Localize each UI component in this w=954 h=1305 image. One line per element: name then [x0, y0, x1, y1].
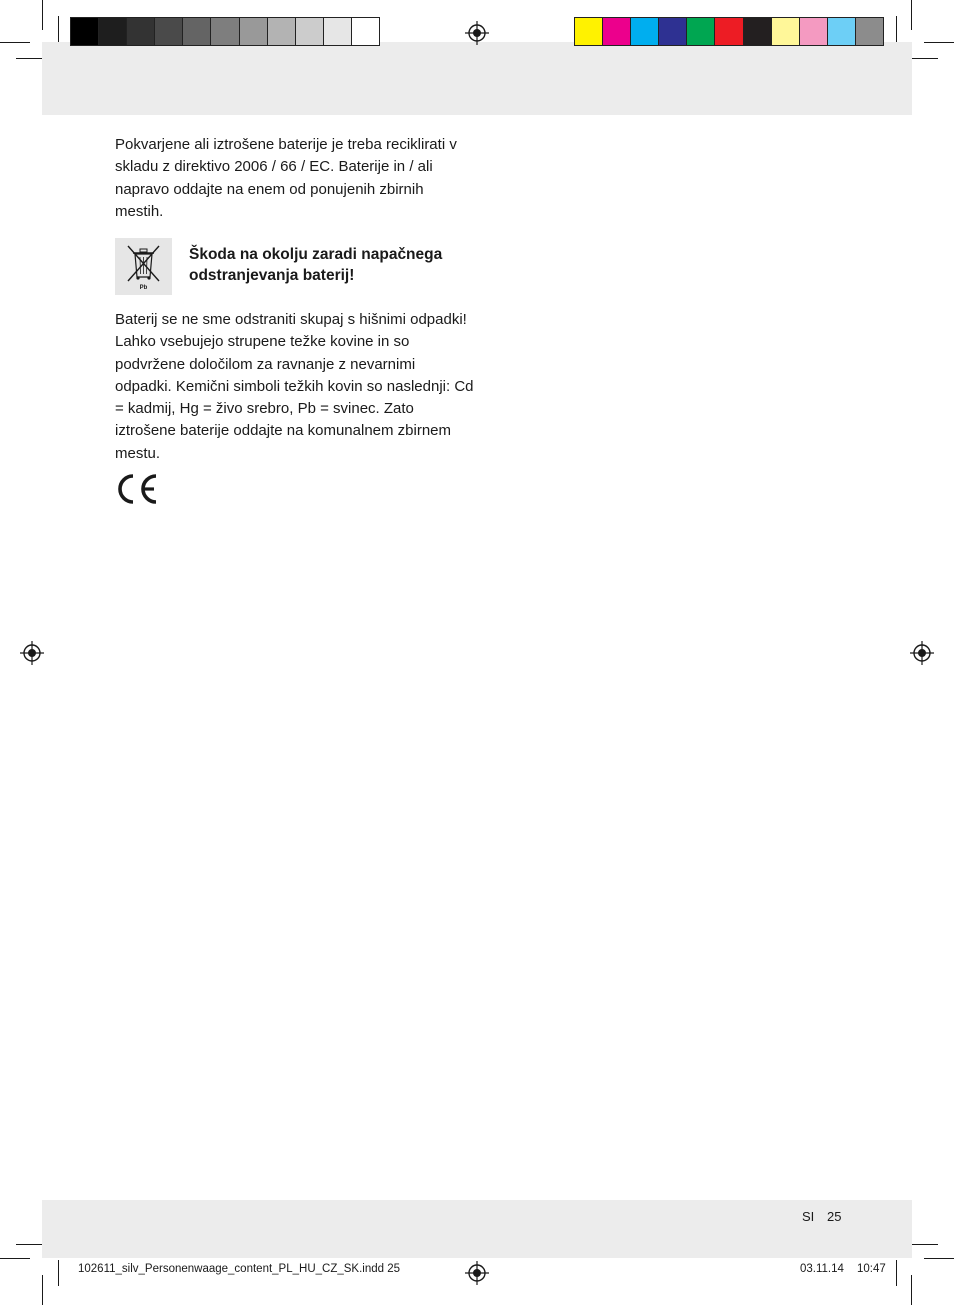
process-color-swatch: [856, 18, 883, 45]
grayscale-swatch: [127, 18, 155, 45]
page-language: SI: [802, 1209, 815, 1224]
grayscale-swatch: [183, 18, 211, 45]
crossed-out-bin-icon: [115, 238, 172, 295]
process-color-swatch: [772, 18, 800, 45]
process-color-swatch: [603, 18, 631, 45]
crop-mark: [924, 42, 954, 43]
grayscale-swatch: [99, 18, 127, 45]
bottom-band: [42, 1200, 912, 1258]
crop-mark: [896, 1260, 897, 1286]
footer-date: 03.11.14: [800, 1263, 844, 1275]
grayscale-swatch: [71, 18, 99, 45]
crop-mark: [42, 1275, 43, 1305]
page-number: 25: [827, 1209, 842, 1224]
registration-mark-icon: [465, 21, 489, 45]
grayscale-swatch: [296, 18, 324, 45]
crop-mark: [911, 1275, 912, 1305]
process-color-swatch: [687, 18, 715, 45]
heavy-metals-paragraph: Baterij se ne sme odstraniti skupaj s hišnimi odpadki! Lahko vsebujejo strupene težke kovine in so podvržene določilom za ravnanje z nevarnimi odpadki. Kemični simboli težkih kovin so naslednji: Cd = kadmij, Hg = živo srebro, Pb = svinec. Zato iztrošene baterije oddajte na komunalnem zbirnem mestu.: [115, 311, 474, 462]
crop-mark: [0, 1258, 30, 1259]
registration-mark-icon: [20, 641, 44, 665]
grayscale-swatch: [155, 18, 183, 45]
bin-icon-label: Pb: [139, 285, 148, 291]
crop-mark: [0, 42, 30, 43]
grayscale-swatch: [352, 18, 379, 45]
process-color-swatch: [828, 18, 856, 45]
grayscale-swatch: [240, 18, 268, 45]
process-color-swatch: [744, 18, 772, 45]
process-color-swatch: [575, 18, 603, 45]
grayscale-swatch: [268, 18, 296, 45]
grayscale-swatch: [211, 18, 239, 45]
crop-mark: [911, 0, 912, 30]
warning-title: Škoda na okolju zaradi napačnega odstranjevanja baterij!: [189, 246, 443, 284]
ce-mark-icon: [114, 472, 158, 506]
crop-mark: [912, 1244, 938, 1245]
crop-mark: [16, 1244, 42, 1245]
top-band: [42, 42, 912, 115]
crop-mark: [16, 58, 42, 59]
crop-mark: [42, 0, 43, 30]
crop-mark: [58, 1260, 59, 1286]
crop-mark: [924, 1258, 954, 1259]
crop-mark: [912, 58, 938, 59]
crop-mark: [896, 16, 897, 42]
footer-file-name: 102611_silv_Personenwaage_content_PL_HU_CZ_SK.indd 25: [78, 1263, 401, 1275]
grayscale-swatch: [324, 18, 352, 45]
registration-mark-icon: [910, 641, 934, 665]
process-color-swatch: [659, 18, 687, 45]
grayscale-color-bar: [70, 17, 380, 46]
recycling-paragraph: Pokvarjene ali iztrošene baterije je treba reciklirati v skladu z direktivo 2006 / 66 / EC. Baterije in / ali napravo oddajte na enem od ponujenih zbirnih mestih.: [115, 136, 457, 220]
crop-mark: [58, 16, 59, 42]
process-color-swatch: [800, 18, 828, 45]
process-color-swatch: [715, 18, 743, 45]
registration-mark-icon: [465, 1261, 489, 1285]
footer-time: 10:47: [857, 1263, 886, 1275]
process-color-bar: [574, 17, 884, 46]
process-color-swatch: [631, 18, 659, 45]
